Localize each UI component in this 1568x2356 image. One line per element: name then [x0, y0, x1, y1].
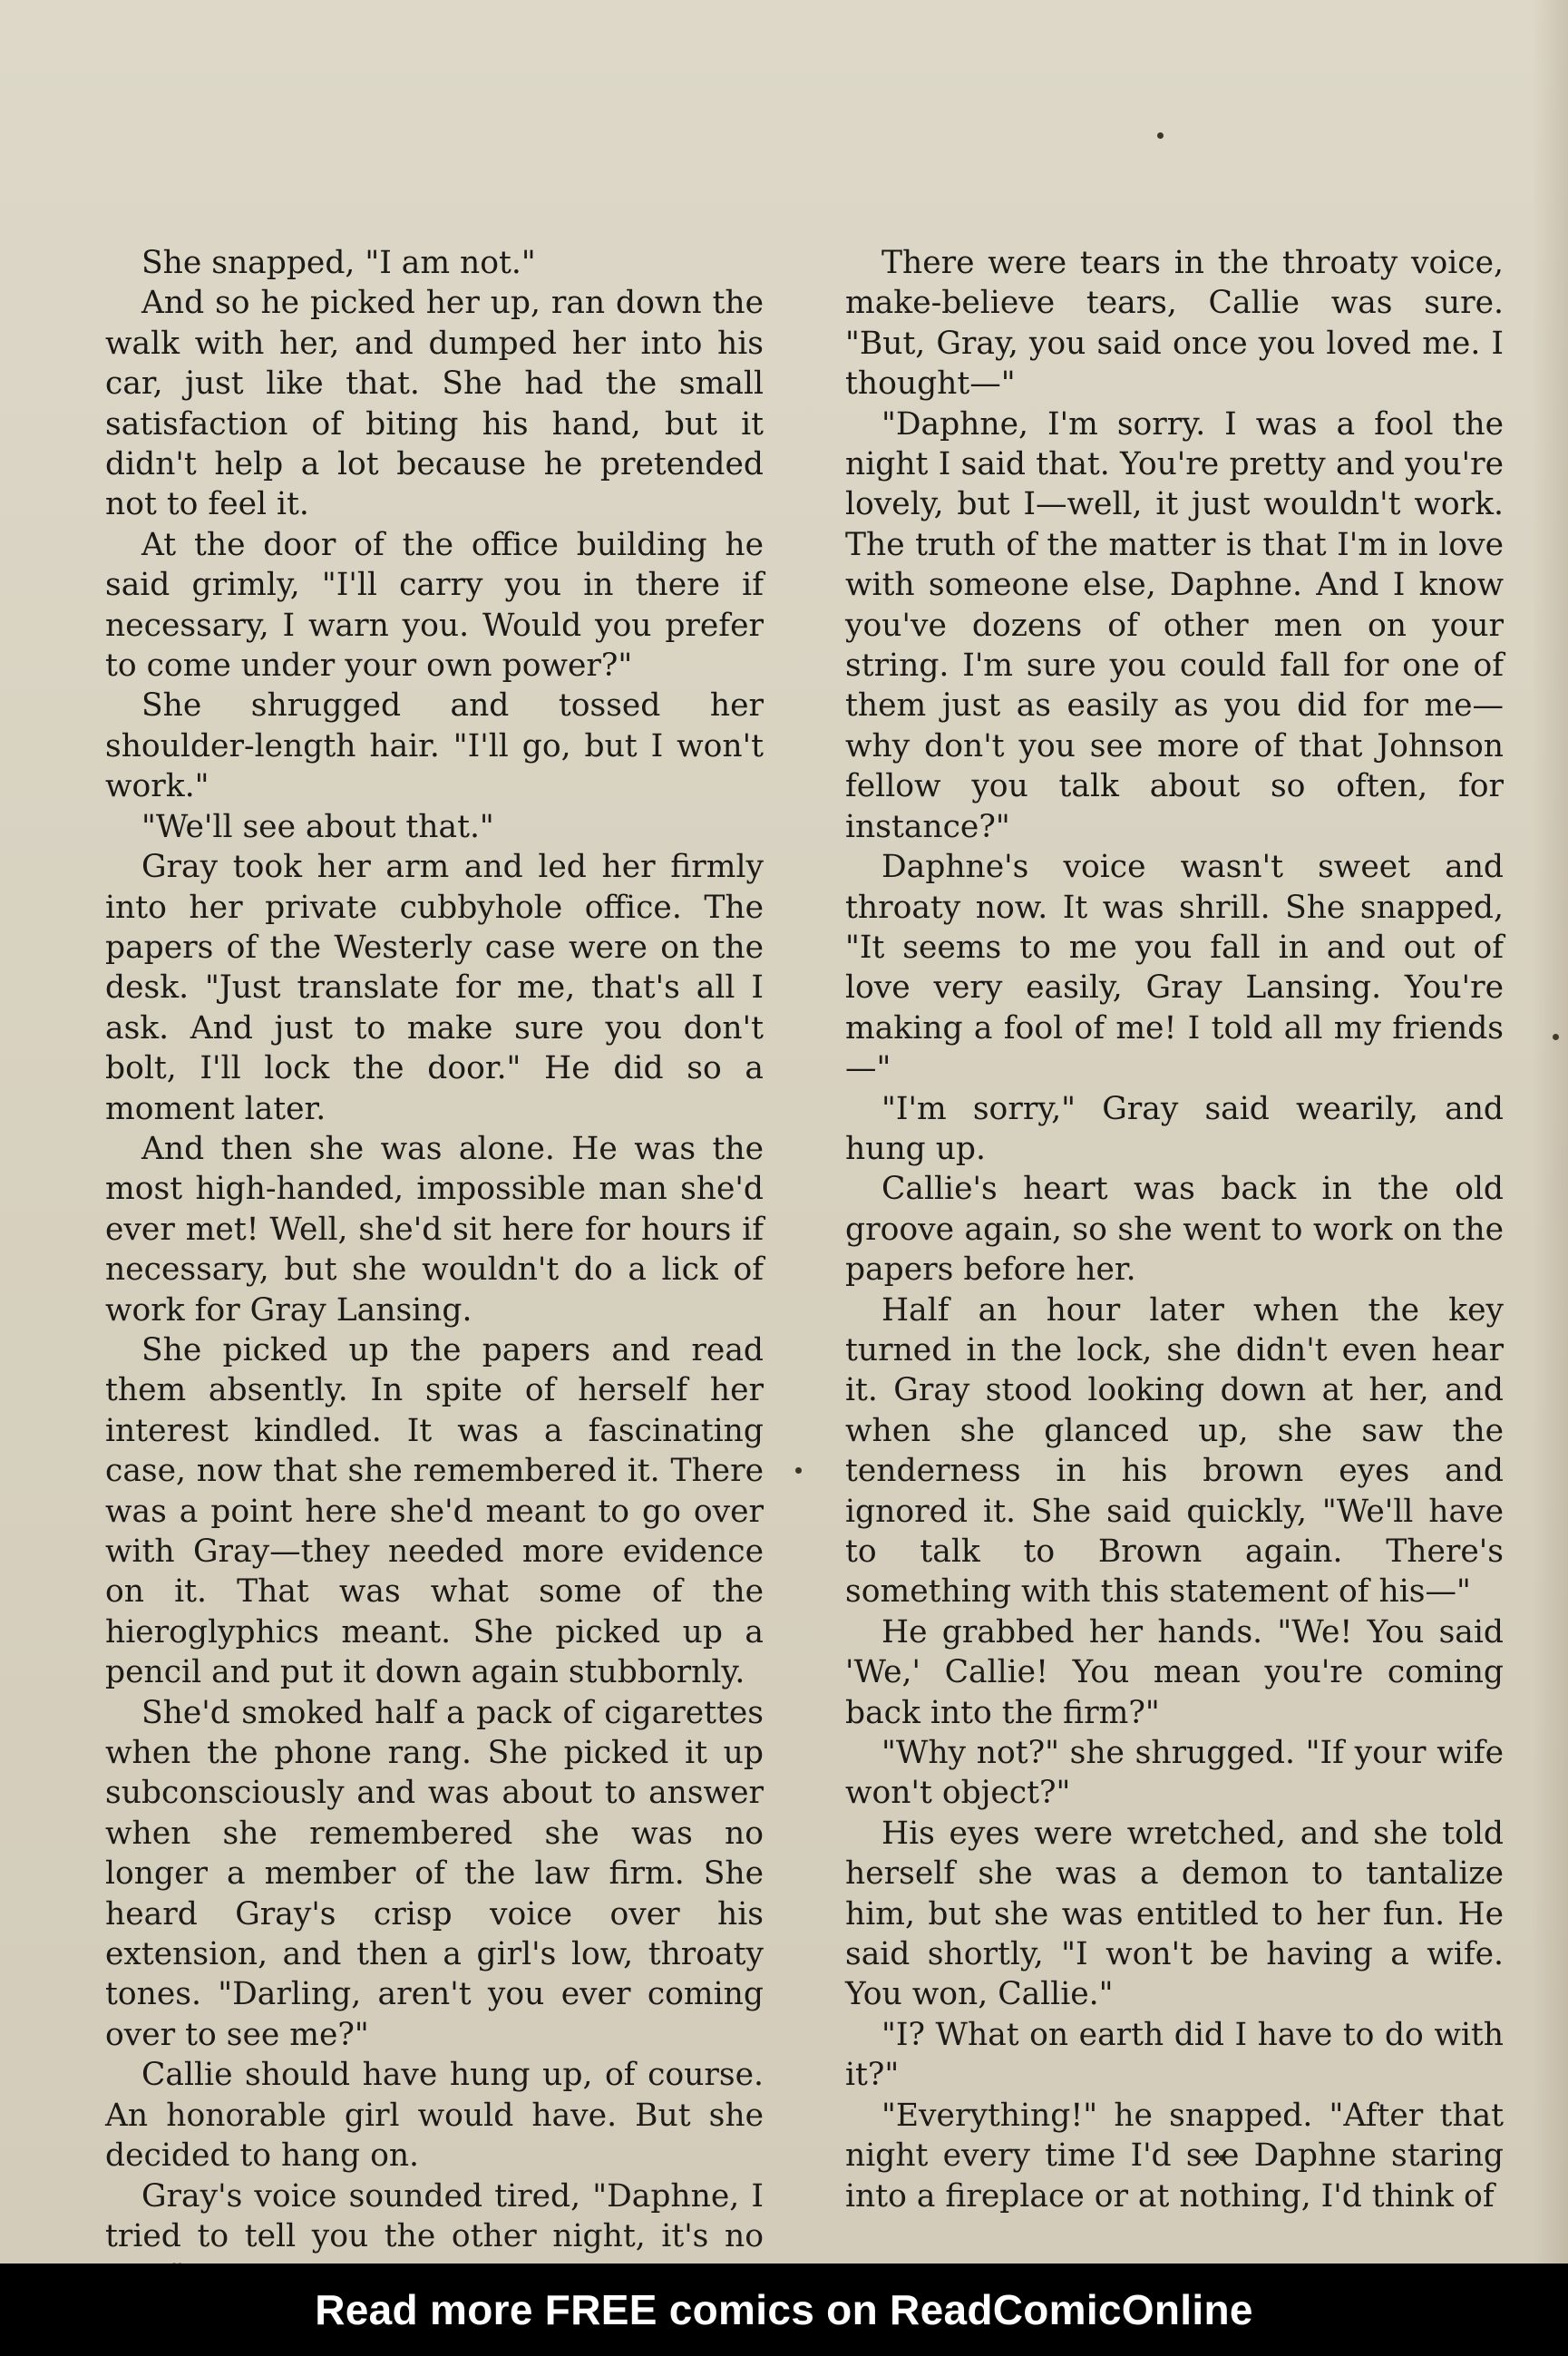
paragraph: "I? What on earth did I have to do with it?": [845, 2016, 1504, 2094]
left-text-column: [105, 243, 764, 2297]
paragraph: Daphne's voice wasn't sweet and throaty now. It was shrill. She snapped, "It seems to me you fall in and out of love very easily, Gray Lansing. You're making a fool of me! I told all my friends—": [845, 849, 1504, 1087]
paragraph: She shrugged and tossed her shoulder-length hair. "I'll go, but I won't work.": [105, 687, 764, 805]
paragraph: His eyes were wretched, and she told herself she was a demon to tantalize him, but she was entitled to her fun. He said shortly, "I won't be having a wife. You won, Callie.": [845, 1815, 1504, 2013]
right-text-column: [845, 243, 1504, 2216]
paragraph: And so he picked her up, ran down the walk with her, and dumped her into his car, just like that. She had the small satisfaction of biting his hand, but it didn't help a lot because he pretended not to feel it.: [105, 285, 764, 523]
paragraph: She picked up the papers and read them absently. In spite of herself her interest kindled. It was a fascinating case, now that she remembered it. There was a point here she'd meant to go over with Gray—they needed more evidence on it. That was what some of the hieroglyphics meant. She picked up a pencil and put it down again stubbornly.: [105, 1331, 764, 1691]
paragraph: "Everything!" he snapped. "After that night every time I'd see Daphne staring into a fireplace or at nothing, I'd think of: [845, 2097, 1504, 2215]
paragraph: Callie should have hung up, of course. An honorable girl would have. But she decided to hang on.: [105, 2057, 764, 2175]
paragraph: Gray took her arm and led her firmly into her private cubbyhole office. The papers of the Westerly case were on the desk. "Just translate for me, that's all I ask. And just to make sure you don't bolt, I'll lock the door." He did so a moment later.: [105, 849, 764, 1127]
print-speck: [795, 1467, 802, 1474]
paragraph: He grabbed her hands. "We! You said 'We,' Callie! You mean you're coming back into the firm?": [845, 1613, 1504, 1731]
paragraph: She'd smoked half a pack of cigarettes when the phone rang. She picked it up subconsciously and was about to answer when she remembered she was no longer a member of the law firm. She heard Gray's crisp voice over his extension, and then a girl's low, throaty tones. "Darling, aren't you ever coming over to see me?": [105, 1694, 764, 2053]
paragraph: At the door of the office building he said grimly, "I'll carry you in there if necessary, I warn you. Would you prefer to come under your own power?": [105, 526, 764, 685]
paragraph: There were tears in the throaty voice, make-believe tears, Callie was sure. "But, Gray, you said once you loved me. I thought—": [845, 245, 1504, 403]
paragraph: "We'll see about that.": [141, 808, 494, 845]
paragraph: Callie's heart was back in the old groove again, so she went to work on the papers before her.: [845, 1171, 1504, 1289]
print-speck: [1553, 1034, 1559, 1040]
paragraph: Gray's voice sounded tired, "Daphne, I tried to tell you the other night, it's no: [105, 2177, 764, 2254]
paragraph: "Why not?" she shrugged. "If your wife won't object?": [845, 1735, 1504, 1812]
paragraph: She snapped, "I am not.": [141, 245, 536, 281]
paragraph: "Daphne, I'm sorry. I was a fool the night I said that. You're pretty and you're lovely, but I—well, it just wouldn't work. The truth of the matter is that I'm in love with someone else, Daphne. And I know you've dozens of other men on your string. I'm sure you could fall for one of them just as easily as you did for me—why don't you see more of that Johnson fellow you talk about so often, for instance?": [845, 405, 1504, 845]
promo-banner-link[interactable]: Read more FREE comics on ReadComicOnline: [315, 2286, 1253, 2333]
print-speck: [1157, 132, 1164, 139]
paragraph: "I'm sorry," Gray said wearily, and hung up.: [845, 1090, 1504, 1167]
paragraph: Half an hour later when the key turned in the lock, she didn't even hear it. Gray stood looking down at her, and when she glanced up, she saw the tenderness in his brown eyes and ignored it. She said quickly, "We'll have to talk to Brown again. There's something with this statement of his—": [845, 1291, 1504, 1611]
promo-banner: [0, 2264, 1568, 2356]
paragraph: And then she was alone. He was the most high-handed, impossible man she'd ever met! Well, she'd sit here for hours if necessary, but she wouldn't do a lick of work for Gray Lansing.: [105, 1130, 764, 1329]
